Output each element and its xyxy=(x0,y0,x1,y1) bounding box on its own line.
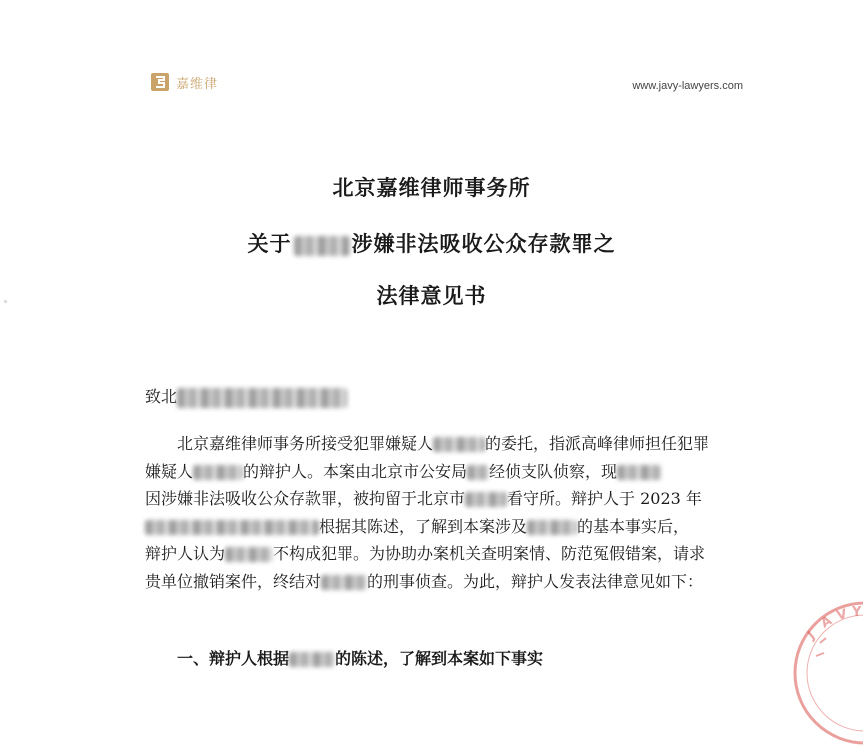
para-text: 辩护人认为 xyxy=(145,544,226,563)
para-text: 的基本事实后， xyxy=(577,516,690,536)
svg-text:J: J xyxy=(804,628,819,644)
para-line-6 xyxy=(145,568,745,596)
redacted-name xyxy=(294,236,350,256)
section-1-heading xyxy=(177,646,543,669)
firm-logo-icon xyxy=(150,72,170,92)
recipient-line xyxy=(145,383,745,411)
redacted-date xyxy=(145,520,319,535)
title-suffix: 涉嫌非法吸收公众存款罪之 xyxy=(351,231,616,256)
redacted-name xyxy=(433,437,485,452)
redacted-name xyxy=(527,520,577,535)
redacted-name xyxy=(321,575,367,590)
svg-text:V: V xyxy=(835,606,849,624)
scan-speck xyxy=(4,300,7,303)
para-line-3 xyxy=(145,485,745,513)
redacted-bureau xyxy=(467,465,489,480)
redacted-name xyxy=(193,465,243,480)
svg-text:A: A xyxy=(818,613,835,632)
title-prefix: 关于 xyxy=(247,231,292,256)
official-seal-stamp xyxy=(790,598,863,748)
redacted-location xyxy=(465,492,507,507)
para-text: 的刑事侦查。为此，辩护人发表法律意见如下： xyxy=(367,571,704,591)
para-text: 不构成犯罪。为协助办案机关查明案情、防范冤假错案，请求 xyxy=(273,544,706,563)
website-url: www.javy-lawyers.com xyxy=(632,80,743,92)
para-text: 的委托，指派高峰律师担任犯罪 xyxy=(485,434,710,453)
redacted-recipient xyxy=(177,388,347,408)
firm-logo-text: 嘉维律 xyxy=(176,76,219,92)
document-title-line3: 法律意见书 xyxy=(376,283,487,308)
recipient-prefix: 致北 xyxy=(145,387,178,406)
para-text: 北京嘉维律师事务所接受犯罪嫌疑人 xyxy=(177,434,434,453)
para-text: 因涉嫌非法吸收公众存款罪，被拘留于北京市 xyxy=(145,489,466,508)
para-line-2 xyxy=(145,458,745,486)
para-text: 的辩护人。本案由北京市公安局 xyxy=(243,461,468,481)
para-line-5 xyxy=(145,540,745,568)
svg-text:Y: Y xyxy=(852,605,862,620)
redacted-name xyxy=(617,465,661,480)
firm-logo xyxy=(150,72,218,92)
redacted-name xyxy=(289,652,335,667)
para-text: 看守所。辩护人于 2023 年 xyxy=(507,489,702,508)
para-text: 贵单位撤销案件，终结对 xyxy=(145,571,322,591)
section-heading-text: 的陈述，了解到本案如下事实 xyxy=(335,649,544,668)
section-heading-text: 一、辩护人根据 xyxy=(177,649,290,668)
document-title-line2 xyxy=(0,228,863,258)
redacted-name xyxy=(225,547,273,562)
para-text: 嫌疑人 xyxy=(145,461,194,481)
para-line-1 xyxy=(145,430,745,458)
document-title-line1: 北京嘉维律师事务所 xyxy=(332,175,531,200)
para-text: 根据其陈述，了解到本案涉及 xyxy=(319,516,528,536)
para-text: 经侦支队侦察，现 xyxy=(489,461,618,481)
opening-paragraph xyxy=(145,430,745,595)
para-line-4 xyxy=(145,513,745,541)
